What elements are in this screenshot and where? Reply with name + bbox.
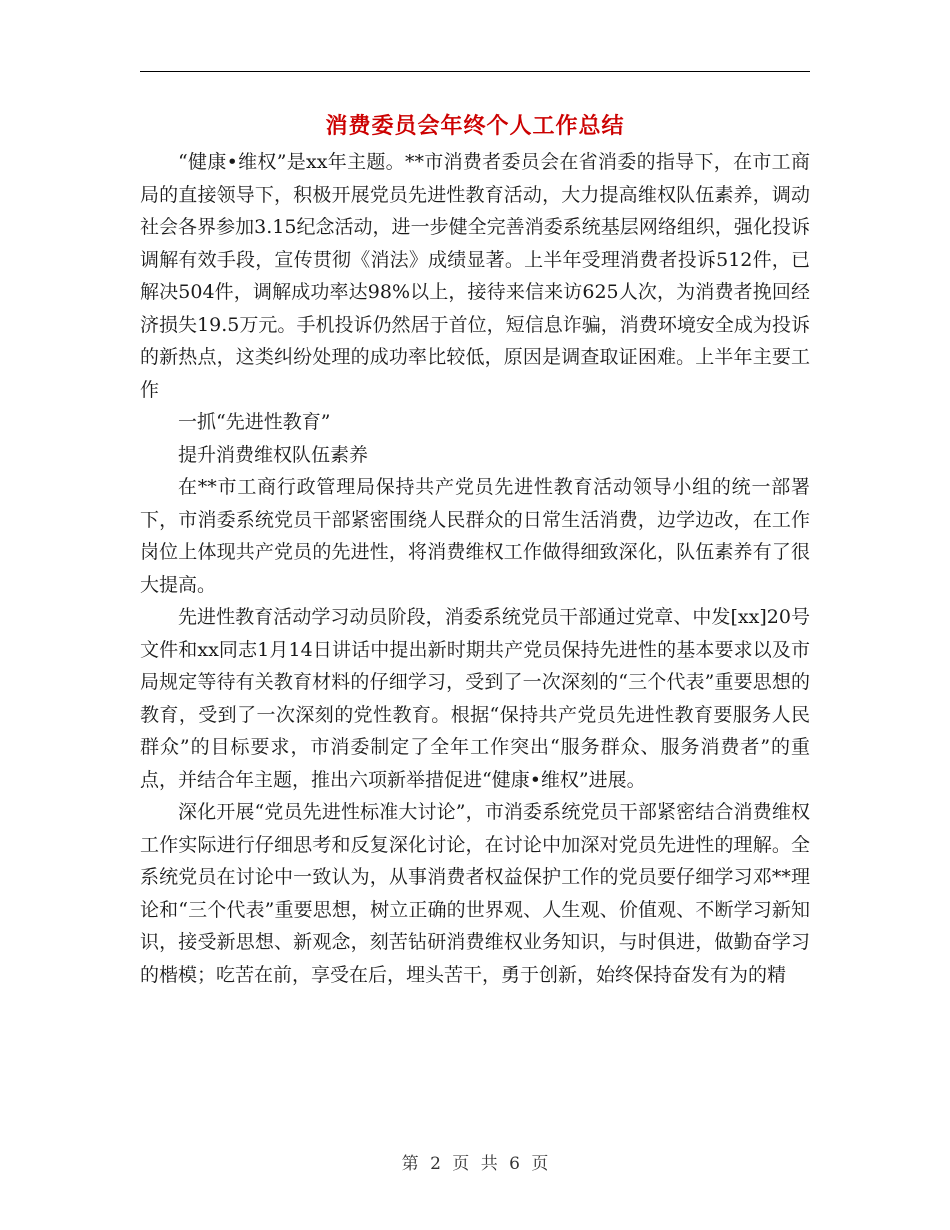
section-heading: 一抓“先进性教育” [178,411,331,433]
document-body [140,146,810,991]
section-subheading: 提升消费维权队伍素养 [178,443,369,466]
page-number-footer: 第 2 页 共 6 页 [401,1154,549,1174]
body-paragraph: 在**市工商行政管理局保持共产党员先进性教育活动领导小组的统一部署下，市消委系统党员干部紧密围绕人民群众的日常生活消费，边学边改，在工作岗位上体现共产党员的先进性，将消费维权工作做得细致深化，队伍素养有了很大提高。 [140,476,810,596]
header-rule [140,71,810,72]
body-paragraph: 深化开展“党员先进性标准大讨论”，市消委系统党员干部紧密结合消费维权工作实际进行仔细思考和反复深化讨论，在讨论中加深对党员先进性的理解。全系统党员在讨论中一致认为，从事消费者权益保护工作的党员要仔细学习邓**理论和“三个代表”重要思想，树立正确的世界观、人生观、价值观、不断学习新知识，接受新思想、新观念，刻苦钻研消费维权业务知识，与时俱进，做勤奋学习的楷模；吃苦在前，享受在后，埋头苦干，勇于创新，始终保持奋发有为的精 [140,801,810,986]
document-title: 消费委员会年终个人工作总结 [325,113,625,139]
body-paragraph: “健康•维权”是xx年主题。**市消费者委员会在省消委的指导下，在市工商局的直接领导下，积极开展党员先进性教育活动，大力提高维权队伍素养，调动社会各界参加3.15纪念活动，进一步健全完善消委系统基层网络组织，强化投诉调解有效手段，宣传贯彻《消法》成绩显著。上半年受理消费者投诉512件，已解决504件，调解成功率达98%以上，接待来信来访625人次，为消费者挽回经济损失19.5万元。手机投诉仍然居于首位，短信息诈骗，消费环境安全成为投诉的新热点，这类纠纷处理的成功率比较低，原因是调查取证困难。上半年主要工作 [140,151,810,401]
body-paragraph: 先进性教育活动学习动员阶段，消委系统党员干部通过党章、中发[xx]20号文件和xx同志1月14日讲话中提出新时期共产党员保持先进性的基本要求以及市局规定等待有关教育材料的仔细学习，受到了一次深刻的“三个代表”重要思想的教育，受到了一次深刻的党性教育。根据“保持共产党员先进性教育要服务人民群众”的目标要求，市消委制定了全年工作突出“服务群众、服务消费者”的重点，并结合年主题，推出六项新举措促进“健康•维权”进展。 [140,606,810,791]
